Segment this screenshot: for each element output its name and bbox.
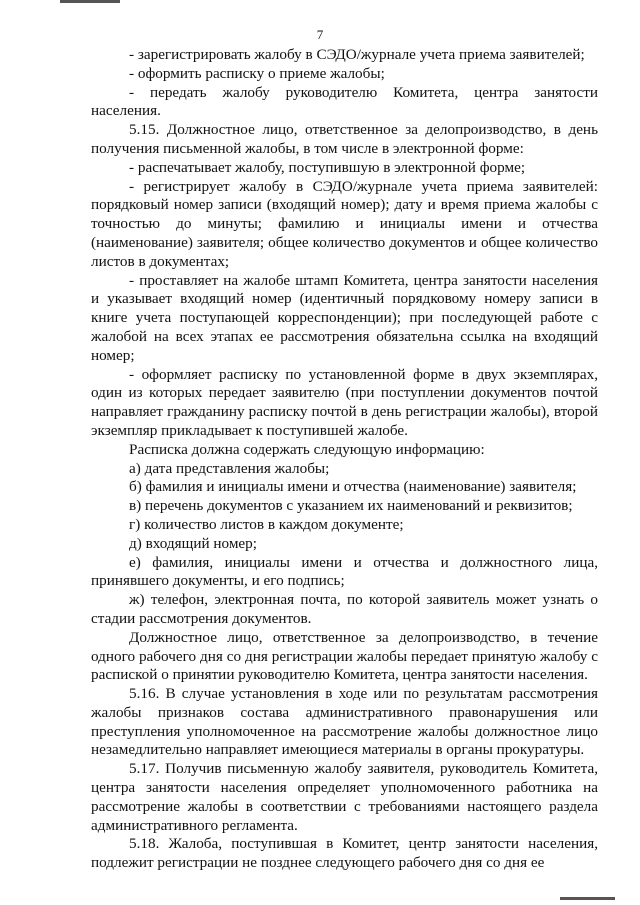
paragraph: в) перечень документов с указанием их наименований и реквизитов;	[129, 497, 573, 515]
paragraph: 5.18. Жалоба, поступившая в Комитет, центр занятости населения, подлежит регистрации не позднее следующего рабочего дня со дня ее	[91, 835, 598, 872]
paragraph: - передать жалобу руководителю Комитета, центра занятости населения.	[91, 83, 598, 120]
page-number: 7	[316, 27, 324, 42]
paragraph: Расписка должна содержать следующую информацию:	[129, 440, 485, 458]
paragraph: - оформляет расписку по установленной форме в двух экземплярах, один из которых передает заявителю (при поступлении документов почтой направляет гражданину расписку почтой в день регистрации жалобы), второй экземпляр прикладывает к поступившей жалобе.	[91, 365, 598, 439]
document-body	[91, 46, 598, 873]
paragraph: - регистрирует жалобу в СЭДО/журнале учета приема заявителей: порядковый номер записи (входящий номер); дату и время приема жалобы с точностью до минуты; фамилию и инициалы имени и отчества (наименование) заявителя; общее количество документов и общее количество листов в документах;	[91, 177, 598, 270]
paragraph: - зарегистрировать жалобу в СЭДО/журнале учета приема заявителей;	[129, 46, 585, 63]
paragraph: 5.15. Должностное лицо, ответственное за делопроизводство, в день получения письменной жалобы, в том числе в электронной форме:	[91, 121, 598, 157]
paragraph: - оформить расписку о приеме жалобы;	[129, 64, 385, 82]
paragraph: - распечатывает жалобу, поступившую в электронной форме;	[129, 158, 526, 176]
paragraph: 5.17. Получив письменную жалобу заявителя, руководитель Комитета, центра занятости населения определяет уполномоченного работника на рассмотрение жалобы в соответствии с требованиями настоящего раздела административного регламента.	[91, 760, 598, 834]
paragraph: ж) телефон, электронная почта, по которой заявитель может узнать о стадии рассмотрения документов.	[91, 591, 598, 627]
paragraph: а) дата представления жалобы;	[129, 459, 330, 477]
scan-artifact-bottom	[560, 897, 615, 900]
paragraph: - проставляет на жалобе штамп Комитета, центра занятости населения и указывает входящий номер (идентичный порядковому номеру записи в книге учета поступающей корреспонденции); при последующей работе с жалобой на всех этапах ее рассмотрения обязательна ссылка на входящий номер;	[91, 271, 598, 364]
paragraph: г) количество листов в каждом документе;	[129, 515, 404, 533]
paragraph: 5.16. В случае установления в ходе или по результатам рассмотрения жалобы признаков состава административного правонарушения или преступления уполномоченное на рассмотрение жалобы должностное лицо незамедлительно направляет имеющиеся материалы в органы прокуратуры.	[91, 685, 598, 759]
paragraph: б) фамилия и инициалы имени и отчества (наименование) заявителя;	[129, 478, 577, 496]
paragraph: е) фамилия, инициалы имени и отчества и должностного лица, принявшего документы, и его подпись;	[91, 553, 598, 590]
scan-artifact-top	[60, 0, 120, 3]
paragraph: Должностное лицо, ответственное за делопроизводство, в течение одного рабочего дня со дня регистрации жалобы передает принятую жалобу с распиской о принятии руководителю Комитета, центра занятости населения.	[91, 628, 598, 684]
paragraph: д) входящий номер;	[129, 534, 257, 552]
